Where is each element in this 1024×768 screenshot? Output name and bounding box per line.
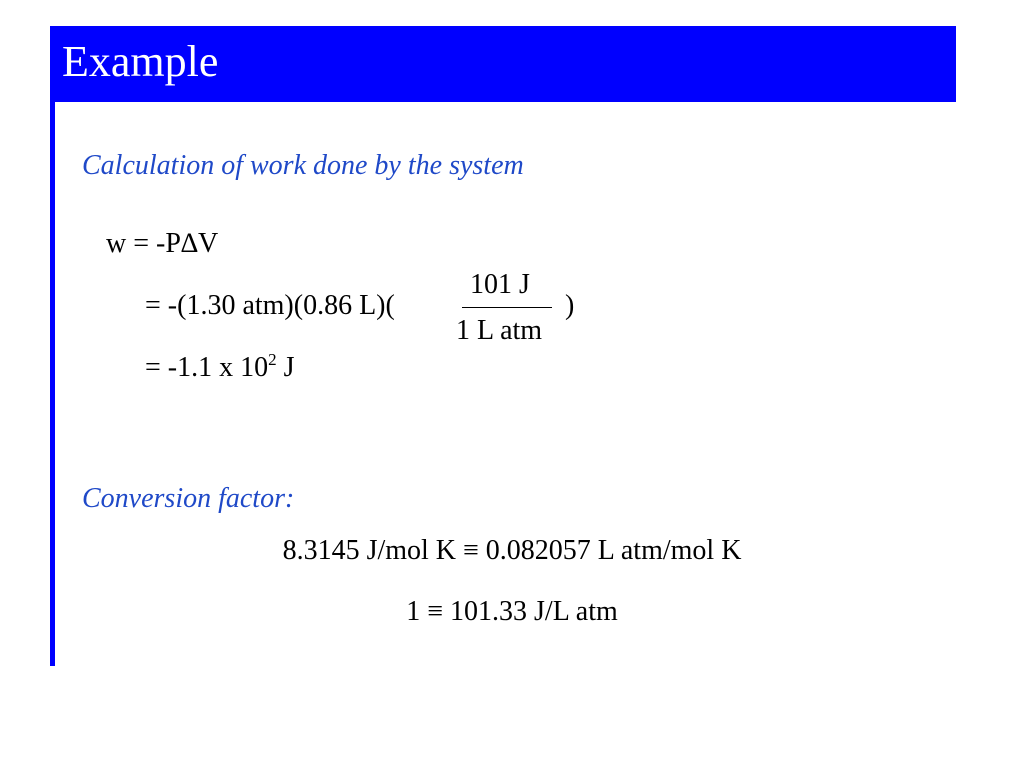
equation-result-exponent: 2 bbox=[268, 350, 277, 369]
equation-result-unit: J bbox=[276, 352, 295, 383]
equation-substitution-prefix: = -(1.30 atm)(0.86 L)( bbox=[145, 290, 395, 321]
fraction-denominator: 1 L atm bbox=[456, 315, 543, 346]
equation-substitution-suffix: ) bbox=[565, 290, 575, 321]
calculation-heading: Calculation of work done by the system bbox=[82, 150, 524, 181]
slide-title: Example bbox=[62, 37, 219, 86]
equation-result-base: = -1.1 x 10 bbox=[145, 352, 269, 383]
conversion-line-ratio: 1 ≡ 101.33 J/L atm bbox=[406, 596, 618, 627]
conversion-line-gas-constant: 8.3145 J/mol K ≡ 0.082057 L atm/mol K bbox=[282, 535, 742, 566]
equation-result bbox=[145, 350, 295, 383]
fraction-bar bbox=[462, 307, 552, 308]
left-accent-rule bbox=[50, 26, 55, 666]
conversion-heading: Conversion factor: bbox=[82, 483, 295, 514]
equation-work-definition: w = -P∆V bbox=[106, 228, 219, 259]
fraction-numerator: 101 J bbox=[470, 269, 530, 300]
